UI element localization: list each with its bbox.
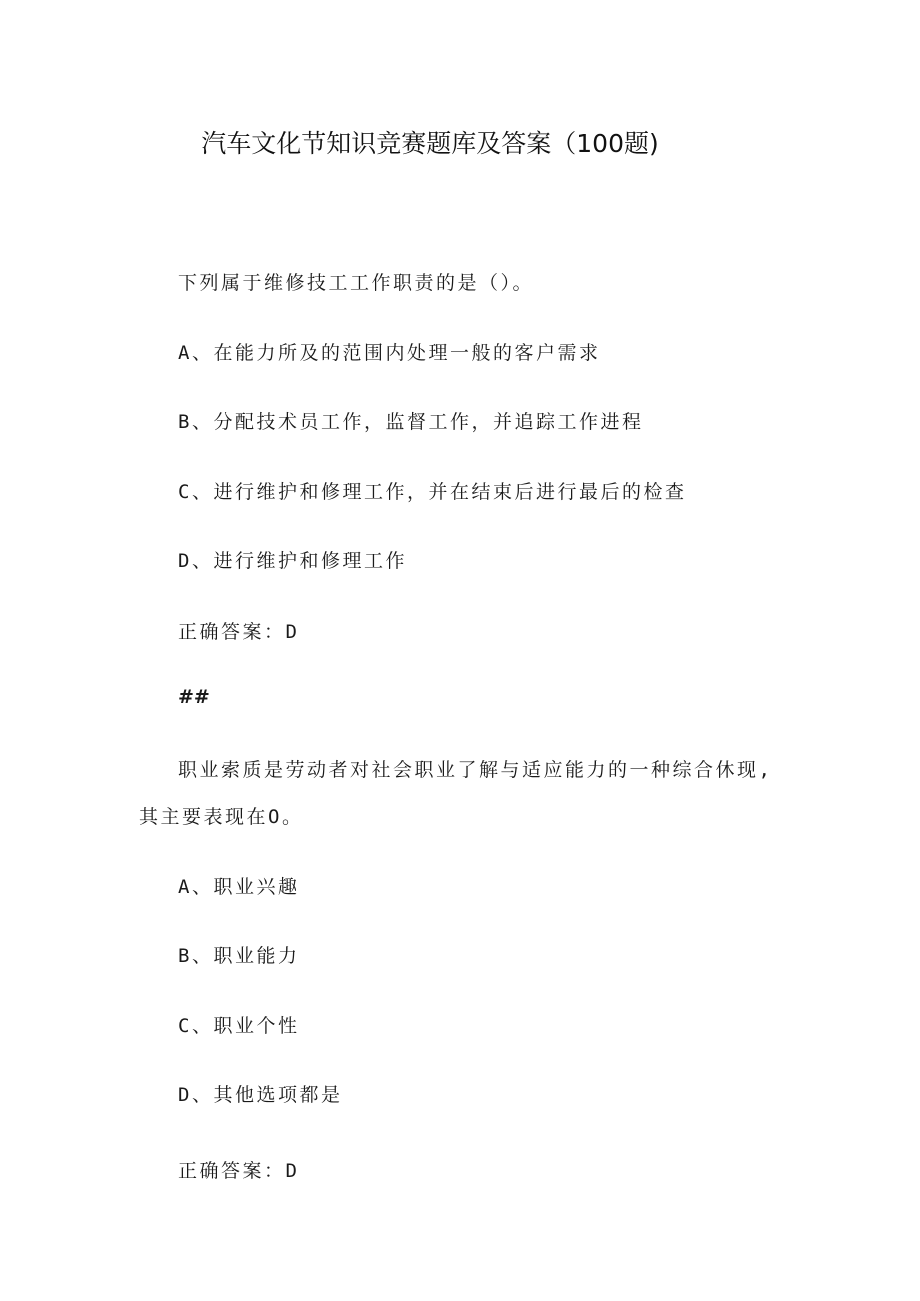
question-1-option-c: C、进行维护和修理工作，并在结束后进行最后的检查: [178, 481, 687, 503]
question-1-stem: 下列属于维修技工工作职责的是（）。: [178, 272, 535, 294]
question-2-option-d: D、其他选项都是: [178, 1084, 343, 1106]
question-2-stem-line-1: 职业索质是劳动者对社会职业了解与适应能力的一种综合休现,: [178, 759, 773, 781]
question-2-stem-line-2: 其主要表现在O。: [139, 806, 304, 828]
document-title: 汽车文化节知识竞赛题库及答案（100题): [201, 129, 659, 158]
question-separator: ##: [178, 686, 210, 708]
question-2-option-a: A、职业兴趣: [178, 876, 300, 898]
question-1-option-d: D、进行维护和修理工作: [178, 550, 407, 572]
question-2-option-b: B、职业能力: [178, 945, 300, 967]
question-2-option-c: C、职业个性: [178, 1015, 300, 1037]
question-1-answer: 正确答案：D: [178, 621, 300, 643]
question-2-answer: 正确答案：D: [178, 1160, 300, 1182]
question-1-option-a: A、在能力所及的范围内处理一般的客户需求: [178, 342, 601, 364]
question-1-option-b: B、分配技术员工作，监督工作，并追踪工作进程: [178, 411, 644, 433]
